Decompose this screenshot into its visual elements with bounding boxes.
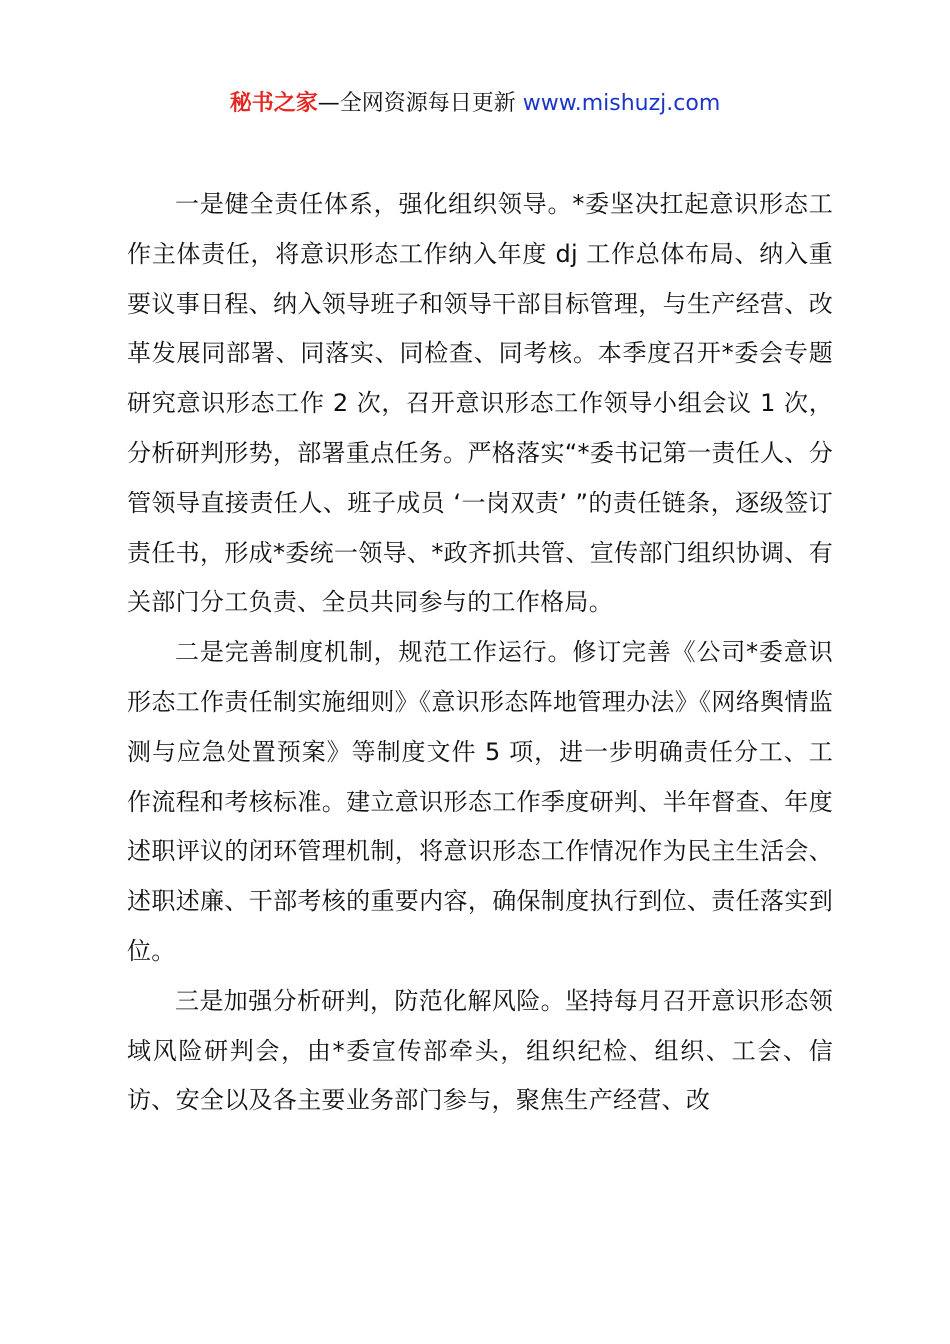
document-body xyxy=(127,180,833,1126)
paragraph-3: 三是加强分析研判，防范化解风险。坚持每月召开意识形态领域风险研判会，由*委宣传部牵头，组织纪检、组织、工会、信访、安全以及各主要业务部门参与，聚焦生产经营、改 xyxy=(127,986,833,1115)
brand-name: 秘书之家 xyxy=(229,91,318,116)
site-url-link[interactable]: www.mishuzj.com xyxy=(522,91,721,116)
paragraph-2: 二是完善制度机制，规范工作运行。修订完善《公司*委意识形态工作责任制实施细则》《意识形态阵地管理办法》《网络舆情监测与应急处置预案》等制度文件 5 项，进一步明确责任分工、工作流程和考核标准。建立意识形态工作季度研判、半年督查、年度述职评议的闭环管理机制，将意识形态工作情况作为民主生活会、述职述廉、干部考核的重要内容，确保制度执行到位、责任落实到位。 xyxy=(127,638,833,965)
header-tagline: —全网资源每日更新 xyxy=(317,91,523,116)
paragraph-1: 一是健全责任体系，强化组织领导。*委坚决扛起意识形态工作主体责任，将意识形态工作纳入年度 dj 工作总体布局、纳入重要议事日程、纳入领导班子和领导干部目标管理，与生产经营、改革发展同部署、同落实、同检查、同考核。本季度召开*委会专题研究意识形态工作 2 次，召开意识形态工作领导小组会议 1 次，分析研判形势，部署重点任务。严格落实“*委书记第一责任人、分管领导直接责任人、班子成员 ‘一岗双责’ ”的责任链条，逐级签订责任书，形成*委统一领导、*政齐抓共管、宣传部门组织协调、有关部门分工负责、全员共同参与的工作格局。 xyxy=(127,190,833,617)
page-header xyxy=(0,88,950,120)
